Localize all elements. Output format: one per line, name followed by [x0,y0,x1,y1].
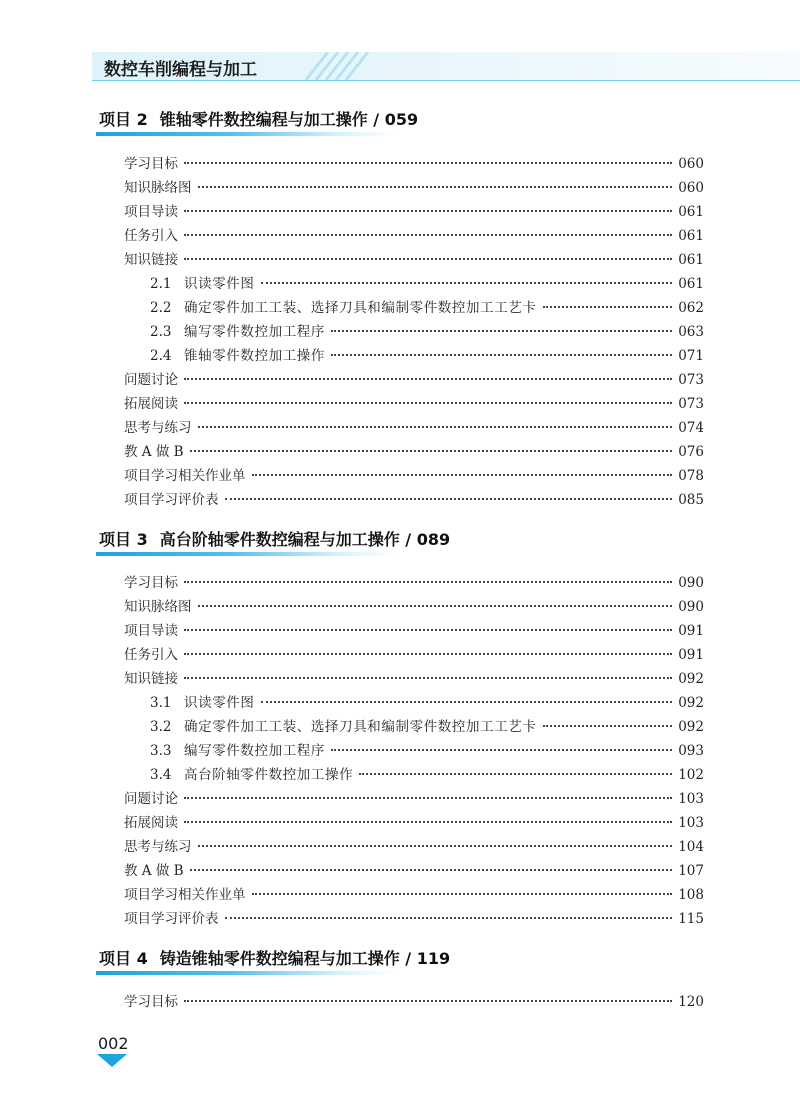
toc-entry-page: 092 [678,671,704,687]
toc-entry[interactable] [124,811,704,835]
dot-leader [184,999,672,1002]
toc-entry[interactable] [124,907,704,931]
toc-subentry[interactable] [124,344,704,368]
dot-leader [184,377,672,380]
toc-entry-page: 073 [678,372,704,388]
toc-entry-page: 060 [678,180,704,196]
toc-entry-label: 项目学习评价表 [124,492,219,508]
toc-entry-label: 确定零件加工工装、选择刀具和编制零件数控加工工艺卡 [184,300,537,316]
toc-entry-label: 编写零件数控加工程序 [184,324,325,340]
dot-leader [184,796,672,799]
toc-entry-page: 092 [678,719,704,735]
toc-entry-number: 2.1 [150,276,172,292]
section-underline-bar [96,552,396,556]
dot-leader [198,425,673,428]
toc-entry[interactable] [124,571,704,595]
toc-entry-page: 071 [678,348,704,364]
section-title-project-3[interactable] [99,527,450,550]
toc-entry-label: 知识链接 [124,671,178,687]
toc-entry-number: 3.1 [150,695,172,711]
toc-entry-page: 107 [678,863,704,879]
dot-leader [359,772,672,775]
section-project-label: 项目 3 [99,530,148,549]
toc-entry-label: 项目导读 [124,623,178,639]
dot-leader [331,329,672,332]
dot-leader [184,628,672,631]
toc-subentry[interactable] [124,691,704,715]
toc-entry-page: 092 [678,695,704,711]
page-marker-triangle-icon [97,1054,127,1068]
toc-entry-page: 073 [678,396,704,412]
toc-entry-page: 060 [678,156,704,172]
toc-entry-page: 061 [678,204,704,220]
dot-leader [543,305,673,308]
toc-subentry[interactable] [124,763,704,787]
toc-entry[interactable] [124,368,704,392]
dot-leader [225,497,673,500]
toc-subentry[interactable] [124,272,704,296]
toc-entry-label: 教 A 做 B [124,444,184,460]
dot-leader [184,233,672,236]
toc-entry-label: 知识链接 [124,252,178,268]
toc-entry[interactable] [124,440,704,464]
toc-entry-page: 061 [678,276,704,292]
toc-entry-number: 3.4 [150,767,172,783]
toc-entry-number: 3.3 [150,743,172,759]
dot-leader [184,257,672,260]
toc-entry-page: 093 [678,743,704,759]
dot-leader [261,281,673,284]
toc-list-project-4 [124,990,704,1014]
toc-entry-page: 074 [678,420,704,436]
dot-leader [184,580,672,583]
toc-entry-label: 编写零件数控加工程序 [184,743,325,759]
section-project-label: 项目 2 [99,110,148,129]
toc-subentry[interactable] [124,715,704,739]
toc-entry-label: 确定零件加工工装、选择刀具和编制零件数控加工工艺卡 [184,719,537,735]
toc-entry-label: 学习目标 [124,156,178,172]
toc-entry[interactable] [124,200,704,224]
toc-entry-page: 102 [678,767,704,783]
dot-leader [184,676,672,679]
dot-leader [198,844,673,847]
section-heading: 铸造锥轴零件数控编程与加工操作 / 119 [159,949,451,968]
toc-entry[interactable] [124,488,704,512]
toc-entry[interactable] [124,643,704,667]
toc-entry[interactable] [124,835,704,859]
toc-entry[interactable] [124,464,704,488]
dot-leader [543,724,673,727]
toc-entry-number: 3.2 [150,719,172,735]
dot-leader [198,604,673,607]
toc-subentry[interactable] [124,320,704,344]
toc-entry-label: 项目学习评价表 [124,911,219,927]
toc-entry-page: 104 [678,839,704,855]
section-heading: 高台阶轴零件数控编程与加工操作 / 089 [159,530,451,549]
section-underline-bar [96,971,396,975]
header-rule [92,80,800,81]
toc-list-project-3 [124,571,704,931]
toc-entry[interactable] [124,667,704,691]
toc-entry-label: 思考与练习 [124,420,192,436]
dot-leader [252,473,673,476]
dot-leader [225,916,673,919]
toc-entry-page: 076 [678,444,704,460]
toc-entry-page: 090 [678,599,704,615]
toc-entry[interactable] [124,883,704,907]
toc-entry-label: 教 A 做 B [124,863,184,879]
toc-entry-label: 锥轴零件数控加工操作 [184,348,325,364]
dot-leader [190,868,673,871]
section-title-project-4[interactable] [99,946,450,969]
dot-leader [184,820,672,823]
toc-entry-label: 拓展阅读 [124,396,178,412]
dot-leader [252,892,673,895]
section-project-label: 项目 4 [99,949,148,968]
toc-entry-page: 108 [678,887,704,903]
toc-entry-number: 2.2 [150,300,172,316]
toc-entry-page: 078 [678,468,704,484]
toc-entry-page: 090 [678,575,704,591]
toc-entry-page: 103 [678,791,704,807]
dot-leader [184,401,672,404]
toc-entry-page: 062 [678,300,704,316]
section-heading: 锥轴零件数控编程与加工操作 / 059 [159,110,419,129]
dot-leader [184,652,672,655]
dot-leader [190,449,673,452]
toc-entry-label: 项目导读 [124,204,178,220]
toc-entry-page: 115 [678,911,704,927]
toc-entry-label: 思考与练习 [124,839,192,855]
toc-entry-page: 061 [678,228,704,244]
dot-leader [198,185,673,188]
toc-entry-label: 识读零件图 [184,695,255,711]
toc-entry-label: 知识脉络图 [124,599,192,615]
toc-entry-page: 091 [678,623,704,639]
toc-entry[interactable] [124,176,704,200]
toc-entry-label: 知识脉络图 [124,180,192,196]
page-number: 002 [98,1034,129,1053]
toc-entry[interactable] [124,990,704,1014]
toc-entry[interactable] [124,152,704,176]
toc-entry-number: 2.3 [150,324,172,340]
toc-entry[interactable] [124,619,704,643]
toc-entry-label: 项目学习相关作业单 [124,887,246,903]
toc-entry-page: 063 [678,324,704,340]
toc-subentry[interactable] [124,296,704,320]
toc-entry-label: 拓展阅读 [124,815,178,831]
toc-entry[interactable] [124,392,704,416]
section-underline-bar [96,132,396,136]
toc-entry-page: 085 [678,492,704,508]
dot-leader [331,353,672,356]
toc-entry-page: 103 [678,815,704,831]
toc-entry-number: 2.4 [150,348,172,364]
header-stripes-decoration [300,52,370,80]
toc-entry-page: 061 [678,252,704,268]
toc-entry[interactable] [124,248,704,272]
toc-entry[interactable] [124,416,704,440]
toc-subentry[interactable] [124,739,704,763]
dot-leader [331,748,672,751]
toc-entry-label: 任务引入 [124,228,178,244]
dot-leader [261,700,673,703]
toc-entry-label: 高台阶轴零件数控加工操作 [184,767,354,783]
toc-entry-page: 091 [678,647,704,663]
toc-entry-label: 任务引入 [124,647,178,663]
toc-entry[interactable] [124,787,704,811]
toc-entry-label: 学习目标 [124,575,178,591]
dot-leader [184,209,672,212]
toc-entry-label: 问题讨论 [124,791,178,807]
toc-entry-label: 学习目标 [124,994,178,1010]
toc-entry[interactable] [124,859,704,883]
running-header-title: 数控车削编程与加工 [104,60,257,80]
toc-entry-label: 项目学习相关作业单 [124,468,246,484]
toc-entry[interactable] [124,224,704,248]
toc-list-project-2 [124,152,704,512]
toc-entry-page: 120 [678,994,704,1010]
section-title-project-2[interactable] [99,107,418,130]
toc-entry[interactable] [124,595,704,619]
toc-entry-label: 问题讨论 [124,372,178,388]
toc-entry-label: 识读零件图 [184,276,255,292]
dot-leader [184,161,672,164]
